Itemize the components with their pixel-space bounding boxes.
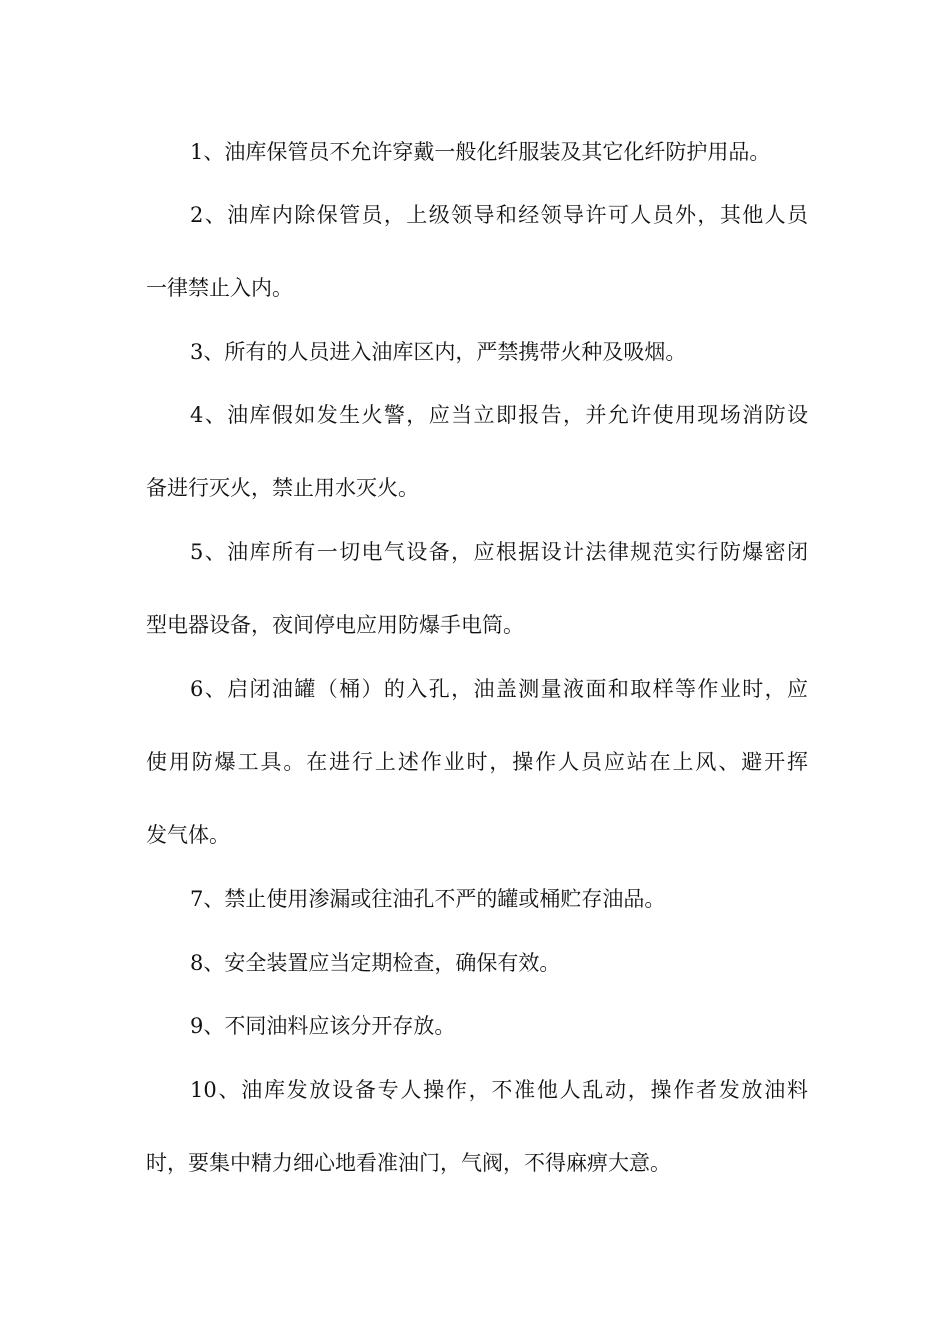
rule-9-line-1: 9、不同油料应该分开存放。 [190, 1014, 456, 1038]
rule-3-line-1: 3、所有的人员进入油库区内，严禁携带火种及吸烟。 [190, 340, 687, 364]
rule-8-line-1: 8、安全装置应当定期检查，确保有效。 [190, 951, 561, 975]
rule-5-line-2: 型电器设备，夜间停电应用防爆手电筒。 [146, 613, 524, 637]
rule-1-line-1: 1、油库保管员不允许穿戴一般化纤服装及其它化纤防护用品。 [190, 140, 771, 164]
rule-10-line-2: 时，要集中精力细心地看准油门，气阀，不得麻痹大意。 [146, 1151, 671, 1175]
rule-4-line-2: 备进行灭火，禁止用水灭火。 [146, 476, 419, 500]
rule-2-line-2: 一律禁止入内。 [146, 276, 293, 300]
rule-10-line-1: 10、油库发放设备专人操作，不准他人乱动，操作者发放油料 [190, 1078, 808, 1102]
rule-6-line-3: 发气体。 [146, 823, 230, 847]
rule-5-line-1: 5、油库所有一切电气设备，应根据设计法律规范实行防爆密闭 [190, 540, 808, 564]
rule-6-line-1: 6、启闭油罐（桶）的入孔，油盖测量液面和取样等作业时，应 [190, 677, 808, 701]
rule-6-line-2: 使用防爆工具。在进行上述作业时，操作人员应站在上风、避开挥 [146, 750, 808, 774]
rule-7-line-1: 7、禁止使用渗漏或往油孔不严的罐或桶贮存油品。 [190, 887, 666, 911]
rule-4-line-1: 4、油库假如发生火警，应当立即报告，并允许使用现场消防设 [190, 403, 808, 427]
rule-2-line-1: 2、油库内除保管员，上级领导和经领导许可人员外，其他人员 [190, 203, 808, 227]
